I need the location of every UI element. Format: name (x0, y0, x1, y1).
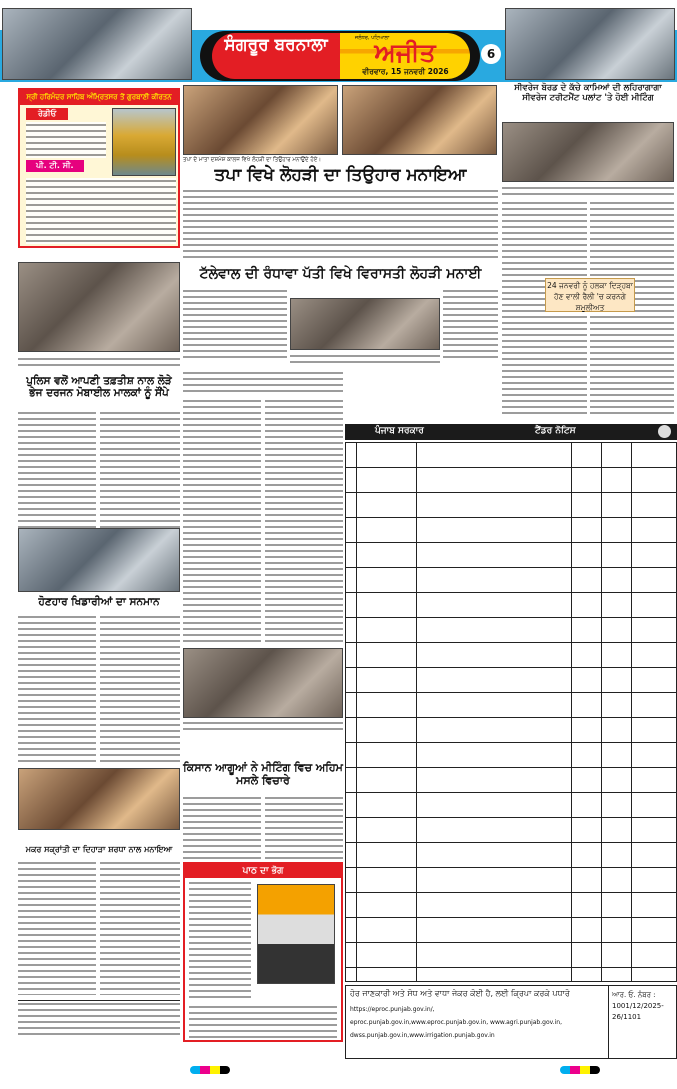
police-photo (18, 262, 180, 352)
obituary-text (189, 880, 251, 1000)
ad-text (26, 122, 106, 158)
punjab-seal-icon (658, 425, 671, 438)
page-number: 6 (481, 44, 501, 64)
edition-label: ਜਲੰਧਰ, ਪਟਿਆਲਾ (355, 35, 390, 41)
tender-gov: ਪੰਜਾਬ ਸਰਕਾਰ (375, 426, 424, 436)
tender-table (345, 442, 677, 982)
registration-color-mark (190, 1066, 230, 1074)
golden-temple-photo (112, 108, 176, 176)
headline-tallewal: ਟੱਲੇਵਾਲ ਦੀ ਰੰਧਾਵਾ ਪੱਤੀ ਵਿਖੇ ਵਿਰਾਸਤੀ ਲੋਹੜੀ ਮਨਾਈ (199, 266, 482, 282)
imprint-text (18, 1000, 180, 1038)
article-subhead-text (183, 370, 343, 394)
article-body-text (100, 860, 180, 995)
police-caption (18, 356, 180, 370)
header-photo-left (2, 8, 192, 80)
obituary-box (183, 862, 343, 1042)
article-body-text (265, 795, 343, 860)
ad-tag-ptc: ਪੀ. ਟੀ. ਸੀ. (26, 160, 84, 172)
ad-title: ਸ੍ਰੀ ਹਰਿਮੰਦਰ ਸਾਹਿਬ ਅੰਮ੍ਰਿਤਸਰ ਤੋਂ ਗੁਰਬਾਣੀ ਕੀਰਤਨ (20, 90, 178, 105)
ad-tag-radio: ਰੇਡੀਓ (26, 108, 68, 120)
headline-players: ਹੋਣਹਾਰ ਖਿਡਾਰੀਆਂ ਦਾ ਸਨਮਾਨ (38, 596, 160, 608)
article-body-text (100, 614, 180, 764)
paper-logo: ਅਜੀਤ (374, 38, 436, 67)
obituary-photo (257, 884, 335, 984)
headline-sewerage: ਸੀਵਰੇਜ ਬੋਰਡ ਦੇ ਕੱਚੇ ਕਾਮਿਆਂ ਦੀ ਲਹਿਰਾਗਾਗਾ ਸੀਵਰੇਜ ਟਰੀਟਮੈਂਟ ਪਲਾਂਟ 'ਤੇ ਹੋਈ ਮੀਟਿੰਗ (514, 83, 662, 103)
obituary-contacts (189, 1004, 337, 1038)
sewerage-photo (502, 122, 674, 182)
issue-date: ਵੀਰਵਾਰ, 15 ਜਨਵਰੀ 2026 (362, 67, 449, 76)
gurbani-ad (18, 88, 180, 248)
article-body-text (183, 398, 261, 643)
article-body-text (18, 860, 96, 995)
article-body-text (265, 398, 343, 643)
article-body-text (18, 614, 96, 764)
tender-url-1[interactable]: https://eproc.punjab.gov.in/, (350, 1006, 435, 1013)
tender-title: ਟੈਂਡਰ ਨੋਟਿਸ (535, 426, 576, 436)
farmers-caption (183, 720, 343, 732)
article-body-text (443, 288, 498, 360)
tender-url-2[interactable]: eproc.punjab.gov.in,www.eproc.punjab.gov.in, www.agri.punjab.gov.in, (350, 1019, 562, 1026)
highlight-quote: 24 ਜਨਵਰੀ ਨੂੰ ਹਲਕਾ ਦਿੜ੍ਹਬਾ ਹੋਣ ਵਾਲੀ ਰੈਲੀ 'ਚ ਕਰਨਗੇ ਸ਼ਮੂਲੀਅਤ (545, 278, 635, 312)
tender-ref: ਆਰ. ਓ. ਨੰਬਰ : 1001/12/2025-26/1101 (612, 991, 664, 1021)
obituary-title: ਪਾਠ ਦਾ ਭੋਗ (185, 864, 341, 878)
photo-caption: ਤਪਾ ਦੇ ਮਾਤਾ ਦਸ਼ਮੇਸ਼ ਕਾਲਜ ਵਿਖੇ ਲੋਹੜੀ ਦਾ ਤਿਉਹਾਰ ਮਨਾਉਂਦੇ ਹੋਏ। (183, 157, 322, 163)
article-body-text (183, 188, 498, 262)
article-body-text (183, 288, 287, 360)
sewerage-caption (502, 185, 674, 197)
registration-color-mark (560, 1066, 600, 1074)
players-photo (18, 528, 180, 592)
lohri-photo-1 (183, 85, 338, 155)
ad-schedule-text (26, 178, 176, 244)
region-title: ਸੰਗਰੂਰ ਬਰਨਾਲਾ (212, 33, 340, 79)
headline-tapa-lohri: ਤਪਾ ਵਿਖੇ ਲੋਹੜੀ ਦਾ ਤਿਉਹਾਰ ਮਨਾਇਆ (214, 165, 467, 185)
tender-header (345, 424, 677, 440)
langar-photo (18, 768, 180, 830)
tender-url-3[interactable]: dwss.punjab.gov.in,www.irrigation.punjab.gov.in (350, 1032, 495, 1039)
headline-farmers: ਕਿਸਾਨ ਆਗੂਆਂ ਨੇ ਮੀਟਿੰਗ ਵਿਚ ਅਹਿਮ ਮਸਲੇ ਵਿਚਾਰੇ (183, 761, 343, 787)
tallewal-caption (290, 353, 440, 365)
article-body-text (183, 795, 261, 860)
farmers-photo (183, 648, 343, 718)
tender-footer (345, 985, 677, 1059)
tender-info-text: ਹੋਰ ਜਾਣਕਾਰੀ ਅਤੇ ਸੋਧ ਅਤੇ ਵਾਧਾ ਜੇਕਰ ਕੋਈ ਹੈ, ਲਈ ਕ੍ਰਿਪਾ ਕਰਕੇ ਪਧਾਰੋ (350, 989, 570, 998)
article-body-text (18, 410, 96, 530)
lohri-photo-2 (342, 85, 497, 155)
header-photo-right (505, 8, 675, 80)
article-body-text (100, 410, 180, 530)
headline-police: ਪੁਲਿਸ ਵਲੋਂ ਆਪਣੀ ਤਫ਼ਤੀਸ਼ ਨਾਲ ਲੋੜੇ ਭੇਜ ਦਰਜਨ ਮੋਬਾਈਲ ਮਾਲਕਾਂ ਨੂੰ ਸੌਂਪੇ (26, 375, 172, 400)
tallewal-photo (290, 298, 440, 350)
headline-makar: ਮਕਰ ਸਕ੍ਰਾਂਤੀ ਦਾ ਦਿਹਾੜਾ ਸ਼ਰਧਾ ਨਾਲ ਮਨਾਇਆ (25, 845, 173, 854)
